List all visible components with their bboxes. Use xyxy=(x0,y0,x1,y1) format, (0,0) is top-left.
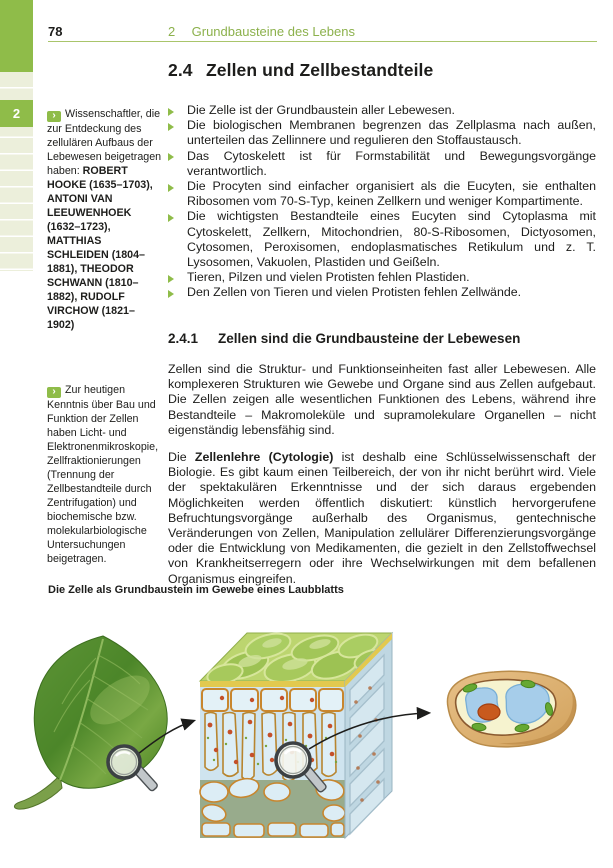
subsection-heading xyxy=(168,331,520,346)
page-number: 78 xyxy=(48,24,63,39)
bullet-arrow-icon xyxy=(168,290,181,298)
header-rule xyxy=(48,41,597,42)
list-item xyxy=(168,179,596,209)
subsection-title: Zellen sind die Grundbausteine der Lebewesen xyxy=(218,331,521,346)
nucleus xyxy=(478,704,500,720)
list-item xyxy=(168,285,596,300)
margin-note-methods xyxy=(47,383,162,566)
chevron-right-icon: › xyxy=(47,111,61,122)
chapter-tab-number: 2 xyxy=(12,106,21,121)
list-item xyxy=(168,149,596,179)
bullet-arrow-icon xyxy=(168,153,181,161)
subsection-number: 2.4.1 xyxy=(168,331,199,346)
paragraph-rest: ist deshalb eine Schlüsselwissenschaft der Biologie. Es gibt kaum einen Teilbereich, der von ihr nicht berührt wird. Viele der spektakulären Erkenntnisse und der sich daraus ergebenden Möglichkeiten werden öffentlich diskutiert: künstlich hervorgerufene Befruchtungsvorgänge außerhalb des Organismus, gentechnische Veränderungen von Zellen, Manipulation zellulärer Differenzierungsvorgänge oder die Entwicklung von Medikamenten, die gezielt in den Zellstoffwechsel von Krankheitserregern oder ihre Wechselwirkungen mit dem befallenen Organismus eingreifen. xyxy=(168,450,596,586)
bullet-text: Tieren, Pilzen und vielen Protisten fehlen Plastiden. xyxy=(187,270,470,285)
summary-bullet-list xyxy=(168,103,596,301)
margin-note-scientists xyxy=(47,107,162,332)
bullet-text: Die Zelle ist der Grundbaustein aller Lebewesen. xyxy=(187,103,455,117)
paragraph-lead: Die xyxy=(168,450,195,464)
chevron-right-icon: › xyxy=(47,387,61,398)
chapter-tab[interactable] xyxy=(0,100,33,127)
upper-epidermis-row xyxy=(202,689,343,711)
bullet-text: Die biologischen Membranen begrenzen das Zellplasma nach außen, unterteilen das Zellinnere und regulieren den Stoffaustausch. xyxy=(187,118,596,148)
list-item xyxy=(168,103,596,118)
plant-cell-cross-section-illustration xyxy=(447,671,575,747)
bullet-text: Die Procyten sind einfacher organisiert als die Eucyten, sie enthalten Ribosomen vom 70-S-Typ, keinen Zellkern und weniger Kompartimente. xyxy=(187,179,596,209)
bullet-arrow-icon xyxy=(168,184,181,192)
bullet-text: Die wichtigsten Bestandteile eines Eucyten sind Cytoplasma mit Cytoskelett, Zellkern, Mitochondrien, 80-S-Ribosomen, Dictyosomen, Cytosomen, Peroxisomen, endoplasmatisches Retikulum und z. T. Lysosomen, Vakuolen, Plastiden und Geißeln. xyxy=(187,209,596,270)
bullet-arrow-icon xyxy=(168,214,181,222)
list-item xyxy=(168,270,596,285)
leaf-stem xyxy=(14,775,62,809)
list-item xyxy=(168,209,596,270)
term-cytology: Zellenlehre (Cytologie) xyxy=(194,450,334,464)
bullet-arrow-icon xyxy=(168,275,181,283)
paragraph-cells-structure: Zellen sind die Struktur- und Funktionseinheiten fast aller Lebewesen. Alle komplexeren Strukturen wie Gewebe und Organe sind aus Zellen aufgebaut. Die Zellen zeigen alle wesentlichen Funktionen des Lebens, während ihre Bestandteile – Makromoleküle und supramolekulare Organellen – nicht eigenständig lebensfähig sind. xyxy=(168,362,596,437)
cuticle-strip xyxy=(200,681,345,687)
section-heading xyxy=(168,60,433,81)
running-header xyxy=(168,24,355,39)
leaf-tissue-block-illustration xyxy=(200,629,392,838)
margin-note-text: Zur heutigen Kenntnis über Bau und Funktion der Zellen haben Licht- und Elektronenmikroskopie, Zellfraktionierungen (Trennung der Zellbestandteile durch Zentrifugation) und biochemische bzw. molekularbiologische Untersuchungen beigetragen. xyxy=(47,384,159,565)
running-header-chapter-title: Grundbausteine des Lebens xyxy=(191,24,355,39)
list-item xyxy=(168,118,596,148)
paragraph-cytology xyxy=(168,450,596,587)
figure-illustration xyxy=(0,610,613,868)
bullet-arrow-icon xyxy=(168,123,181,131)
margin-note-scientist-names: ROBERT HOOKE (1635–1703), ANTONI VAN LEEUWENHOEK (1632–1723), MATTHIAS SCHLEIDEN (1804–1881), THEODOR SCHWANN (1810–1882), RUDOLF VIRCHOW (1821–1902) xyxy=(47,165,153,331)
bullet-text: Den Zellen von Tieren und vielen Protisten fehlen Zellwände. xyxy=(187,285,522,300)
bullet-text: Das Cytoskelett ist für Formstabilität und Bewegungsvorgänge verantwortlich. xyxy=(187,148,596,178)
margin-note-intro: Wissenschaftler, die zur Entdeckung des zellulären Aufbaus der Lebewesen beigetragen haben: xyxy=(47,108,162,177)
bullet-arrow-icon xyxy=(168,108,181,116)
section-title: Zellen und Zellbestandteile xyxy=(206,60,434,80)
figure-caption: Die Zelle als Grundbaustein im Gewebe eines Laubblatts xyxy=(48,584,344,596)
running-header-chapter-number: 2 xyxy=(168,24,176,39)
sidebar-chapter-band xyxy=(0,0,33,72)
section-number: 2.4 xyxy=(168,60,193,80)
